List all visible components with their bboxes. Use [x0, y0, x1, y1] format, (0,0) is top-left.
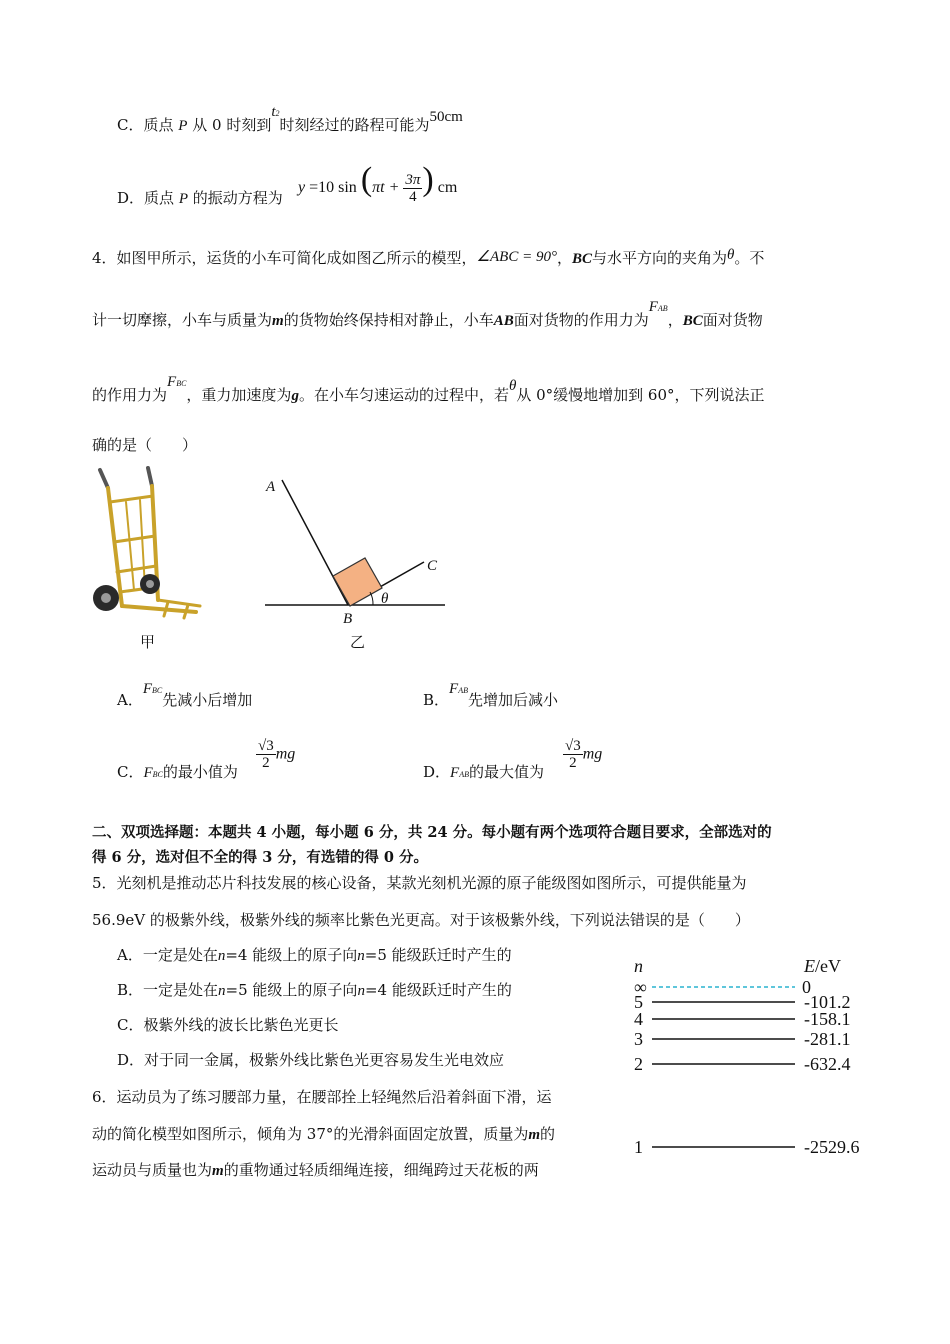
- unit: /eV: [815, 956, 841, 976]
- text: =5 能级上的原子向: [225, 981, 358, 999]
- segment-ab-line: [282, 480, 348, 605]
- option-label: C．: [117, 116, 144, 134]
- angle-abc: ∠ABC = 90°: [476, 249, 557, 265]
- q5-option-d: [117, 1050, 504, 1070]
- text: =5 能级跃迁时产生的: [364, 946, 512, 964]
- level-n-infinity: ∞: [634, 977, 647, 997]
- point-c-label: C: [427, 558, 438, 574]
- q4-option-c-value: [256, 738, 295, 784]
- hand-truck-figure: [88, 462, 204, 624]
- text: 运动员与质量也为: [92, 1161, 213, 1179]
- text: 质点: [144, 189, 175, 207]
- text: 的最小值为: [162, 763, 238, 781]
- text: 一定是处在: [143, 981, 219, 999]
- q4-option-c: [117, 762, 238, 785]
- cart-model-figure: [260, 470, 450, 615]
- text: 先增加后减小: [467, 691, 558, 709]
- var-n: n: [357, 983, 365, 999]
- q4-option-a: [117, 681, 253, 713]
- numerator: 3π: [405, 172, 421, 188]
- q6-line-3: [92, 1160, 539, 1181]
- text: 4．如图甲所示，运货的小车可简化成如图乙所示的模型，: [92, 249, 477, 267]
- text: 质点: [143, 116, 174, 134]
- var-m: m: [528, 1127, 541, 1143]
- subscript: BC: [176, 379, 187, 388]
- var-mg: mg: [582, 745, 603, 763]
- var-p: P: [178, 118, 188, 134]
- q4-option-b: [423, 681, 558, 713]
- q5-option-c: [117, 1015, 339, 1035]
- text: 的重物通过轻质细绳连接，细绳跨过天花板的两: [223, 1161, 539, 1179]
- q5-line-2: 56.9eV 的极紫外线，极紫外线的频率比紫色光更高。对于该极紫外线，下列说法错误的是（ ）: [92, 911, 750, 929]
- option-label: B．: [423, 691, 450, 709]
- text: 面对货物的作用力为: [513, 311, 649, 329]
- force-f: F: [167, 374, 177, 390]
- fraction: [403, 172, 422, 205]
- vibration-equation: [298, 160, 457, 204]
- value: 50cm: [429, 109, 463, 125]
- q5-line-1: 5．光刻机是推动芯片科技发展的核心设备，某款光刻机光源的原子能级图如图所示，可提供能量为: [92, 874, 747, 892]
- text: 一定是处在: [142, 946, 218, 964]
- text: =4 能级上的原子向: [225, 946, 358, 964]
- level-n-3: 3: [634, 1029, 643, 1049]
- subscript: AB: [459, 770, 469, 779]
- fraction: [256, 738, 276, 771]
- level-n-4: 4: [634, 1009, 643, 1029]
- denominator: 4: [409, 189, 417, 205]
- text: 从 0 时刻到: [192, 116, 272, 134]
- level-n-5: 5: [634, 992, 643, 1012]
- level-e-5: -101.2: [804, 992, 851, 1012]
- subscript: 2: [275, 109, 280, 118]
- var-p: P: [178, 191, 188, 207]
- option-label: C．: [117, 763, 144, 781]
- point-b-label: B: [343, 611, 353, 627]
- subscript: BC: [152, 770, 163, 779]
- fraction: [563, 738, 583, 771]
- option-label: C．: [117, 1016, 144, 1034]
- level-line-1: [652, 1140, 797, 1154]
- text: ，重力加速度为: [186, 386, 292, 404]
- var-m: m: [272, 313, 284, 329]
- var-m: m: [212, 1163, 224, 1179]
- text: 动的简化模型如图所示，倾角为 37°的光滑斜面固定放置，质量为: [92, 1125, 529, 1143]
- var-e: E: [804, 956, 815, 976]
- text: 与水平方向的夹角为: [591, 249, 727, 267]
- theta: θ: [727, 247, 735, 263]
- var-y: y: [298, 179, 306, 197]
- text: 计一切摩擦，小车与质量为: [92, 311, 273, 329]
- q4-line-1: [92, 248, 764, 269]
- q4-line-4: 确的是（ ）: [92, 436, 198, 454]
- level-n-2: 2: [634, 1054, 643, 1074]
- point-a-label: A: [266, 479, 276, 495]
- q4-line-3: [92, 374, 765, 408]
- text: 。不: [734, 249, 765, 267]
- cargo-box: [333, 558, 382, 606]
- q4-line-2: [92, 299, 763, 333]
- text: 的货物始终保持相对静止，小车: [283, 311, 494, 329]
- level-e-1: -2529.6: [804, 1137, 860, 1157]
- segment-ab: AB: [493, 313, 514, 329]
- level-e-2: -632.4: [804, 1054, 851, 1074]
- q4-option-d: [423, 762, 544, 785]
- var-n: n: [217, 948, 226, 964]
- level-line-2: [652, 1057, 797, 1071]
- option-label: B．: [117, 981, 144, 999]
- text: =4 能级跃迁时产生的: [364, 981, 512, 999]
- text: 。在小车匀速运动的过程中，若: [298, 386, 509, 404]
- segment-bc: BC: [682, 313, 703, 329]
- q5-option-b: [117, 980, 512, 1001]
- section-2-heading-line-1: 二、双项选择题：本题共 4 小题，每小题 6 分，共 24 分。每小题有两个选项符合题目要求，全部选对的: [92, 824, 772, 841]
- var-n: n: [357, 948, 365, 964]
- level-e-3: -281.1: [804, 1029, 851, 1049]
- text: ，: [667, 311, 683, 329]
- q3-option-d: [117, 188, 283, 209]
- text: 先减小后增加: [162, 691, 253, 709]
- subscript: AB: [657, 304, 668, 313]
- eq-text: πt +: [372, 179, 400, 197]
- figure-label-yi: 乙: [350, 633, 366, 651]
- q4-option-d-value: [563, 738, 602, 784]
- force-f: F: [648, 299, 658, 315]
- force-f: F: [143, 765, 153, 781]
- numerator: √3: [258, 738, 274, 754]
- text: 对于同一金属，极紫外线比紫色光更容易发生光电效应: [144, 1051, 505, 1069]
- var-mg: mg: [275, 745, 296, 763]
- q6-line-2: [92, 1124, 555, 1145]
- level-line-infinity: [652, 980, 797, 994]
- force-f: F: [142, 681, 153, 697]
- section-2-heading-line-2: 得 6 分，选对但不全的得 3 分，有选错的得 0 分。: [92, 849, 429, 866]
- text: 的振动方程为: [192, 189, 283, 207]
- numerator: √3: [565, 738, 581, 754]
- n-axis-label: n: [634, 956, 643, 976]
- level-e-4: -158.1: [804, 1009, 851, 1029]
- left-paren: (: [360, 161, 373, 199]
- q5-option-a: [117, 945, 512, 966]
- option-label: A．: [117, 946, 143, 964]
- option-label: A．: [117, 691, 143, 709]
- energy-axis-label: [804, 956, 841, 976]
- option-label: D．: [117, 189, 145, 207]
- level-line-3: [652, 1032, 797, 1046]
- text: 面对货物: [702, 311, 763, 329]
- level-n-1: 1: [634, 1137, 643, 1157]
- var-n: n: [218, 983, 226, 999]
- level-line-4: [652, 1012, 797, 1026]
- level-line-5: [652, 995, 797, 1009]
- text: 的最大值为: [468, 763, 544, 781]
- option-label: D．: [423, 763, 451, 781]
- text: 极紫外线的波长比紫色光更长: [143, 1016, 339, 1034]
- option-label: D．: [117, 1051, 145, 1069]
- text: 的: [540, 1125, 556, 1143]
- denominator: 2: [569, 755, 577, 771]
- text: ，: [556, 249, 572, 267]
- eq-text: =10 sin: [309, 179, 357, 197]
- theta: θ: [508, 378, 517, 394]
- theta-label: θ: [381, 591, 389, 607]
- force-f: F: [450, 765, 460, 781]
- force-f: F: [449, 681, 459, 697]
- var-g: g: [291, 388, 299, 404]
- text: 时刻经过的路程可能为: [279, 116, 430, 134]
- text: 的作用力为: [92, 386, 168, 404]
- subscript: AB: [458, 686, 468, 695]
- figure-label-jia: 甲: [140, 633, 156, 651]
- subscript: BC: [152, 686, 163, 695]
- level-e-infinity: 0: [802, 977, 811, 997]
- segment-bc: BC: [571, 251, 592, 267]
- denominator: 2: [262, 755, 270, 771]
- unit: cm: [437, 179, 458, 197]
- q6-line-1: 6．运动员为了练习腰部力量，在腰部拴上轻绳然后沿着斜面下滑，运: [92, 1088, 552, 1106]
- var-t: t: [271, 104, 276, 120]
- text: 从 0°缓慢地增加到 60°，下列说法正: [516, 386, 765, 404]
- q3-option-c: [117, 104, 463, 138]
- right-paren: ): [422, 161, 434, 199]
